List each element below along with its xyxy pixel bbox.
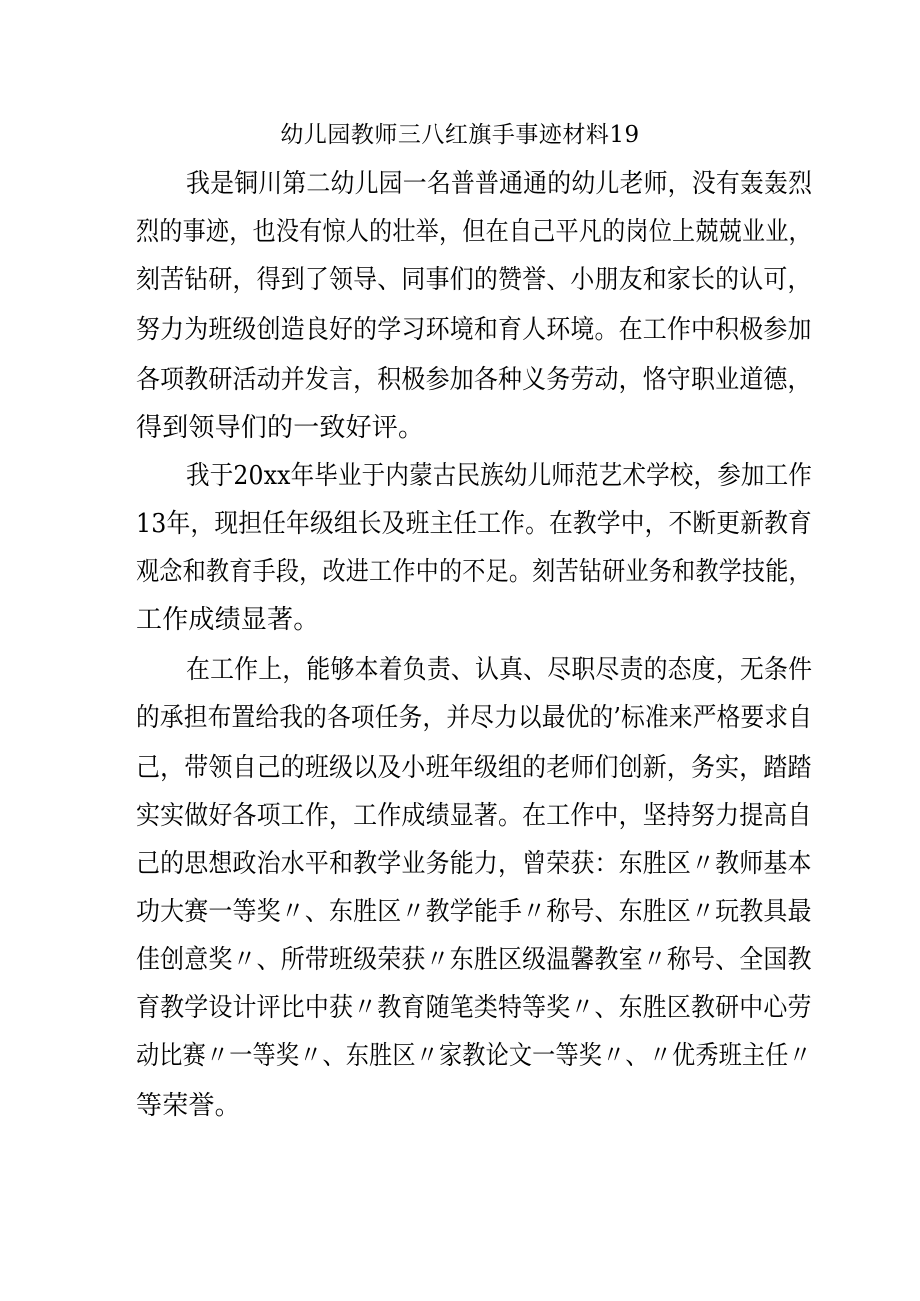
paragraph-line: 动比赛〃一等奖〃、东胜区〃家教论文一等奖〃、〃优秀班主任〃 bbox=[136, 1041, 812, 1071]
paragraph-line: 各项教研活动并发言，积极参加各种义务劳动，恪守职业道德， bbox=[136, 365, 812, 395]
paragraph-line: 观念和教育手段，改进工作中的不足。刻苦钻研业务和教学技能， bbox=[136, 557, 812, 587]
paragraph-line: 在工作上，能够本着负责、认真、尽职尽责的态度，无条件 bbox=[186, 655, 813, 685]
paragraph-line: 烈的事迹，也没有惊人的壮举，但在自己平凡的岗位上兢兢业业， bbox=[136, 217, 812, 247]
paragraph-line: 等荣誉。 bbox=[136, 1091, 241, 1121]
paragraph-line: 己，带领自己的班级以及小班年级组的老师们创新，务实，踏踏 bbox=[136, 753, 812, 783]
paragraph-line: 刻苦钻研，得到了领导、同事们的赞誉、小朋友和家长的认可， bbox=[136, 265, 812, 295]
paragraph-line: 13年，现担任年级组长及班主任工作。在教学中，不断更新教育 bbox=[136, 509, 812, 539]
paragraph-line: 的承担布置给我的各项任务，并尽力以最优的’标准来严格要求自 bbox=[136, 703, 813, 733]
document-title: 幼儿园教师三八红旗手事迹材料19 bbox=[280, 122, 640, 148]
paragraph-line: 得到领导们的一致好评。 bbox=[136, 413, 425, 443]
paragraph-line: 功大赛一等奖〃、东胜区〃教学能手〃称号、东胜区〃玩教具最 bbox=[136, 897, 812, 927]
paragraph-line: 佳创意奖〃、所带班级荣获〃东胜区级温馨教室〃称号、全国教 bbox=[136, 945, 812, 975]
paragraph-line: 实实做好各项工作，工作成绩显著。在工作中，坚持努力提高自 bbox=[136, 801, 812, 831]
paragraph-line: 我于20xx年毕业于内蒙古民族幼儿师范艺术学校，参加工作 bbox=[186, 461, 812, 491]
paragraph-line: 我是铜川第二幼儿园一名普普通通的幼儿老师，没有轰轰烈 bbox=[186, 169, 813, 199]
paragraph-line: 工作成绩显著。 bbox=[136, 605, 320, 635]
paragraph-line: 己的思想政治水平和教学业务能力，曾荣获：东胜区〃教师基本 bbox=[136, 849, 812, 879]
paragraph-line: 努力为班级创造良好的学习环境和育人环境。在工作中积极参加 bbox=[136, 315, 812, 345]
paragraph-line: 育教学设计评比中获〃教育随笔类特等奖〃、东胜区教研中心劳 bbox=[136, 993, 812, 1023]
